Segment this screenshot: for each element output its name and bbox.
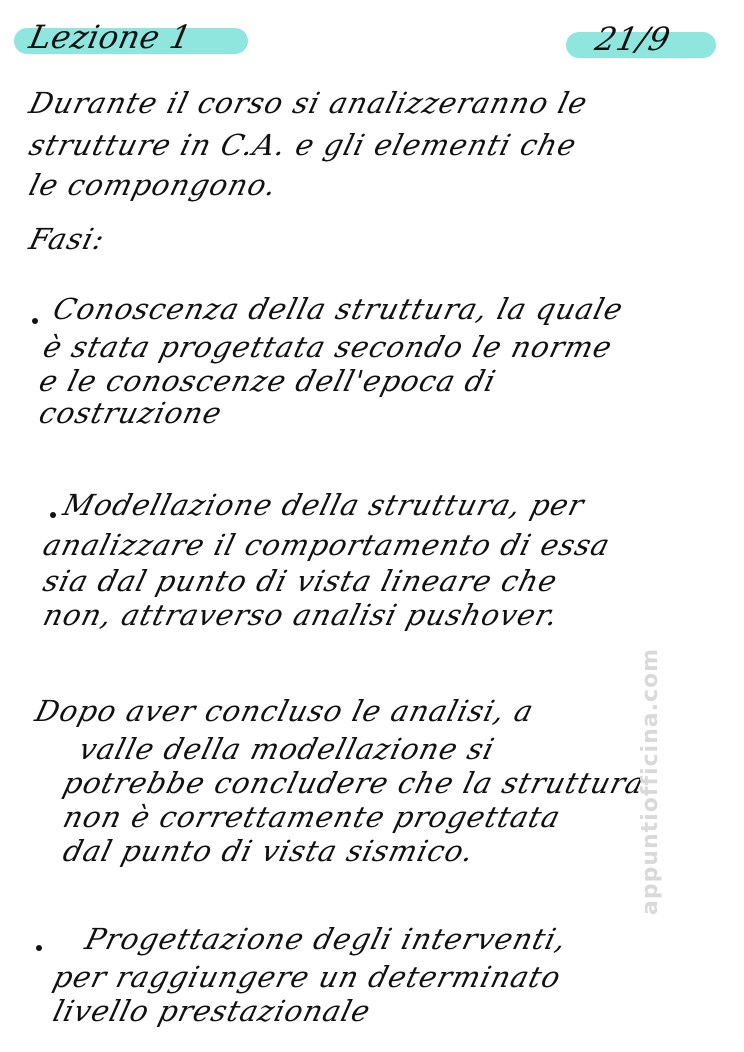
intro-line: strutture in C.A. e gli elementi che (25, 128, 581, 162)
bullet-line: è stata progettata secondo le norme (39, 330, 616, 364)
bullet-dot (32, 318, 38, 324)
paragraph-line: non è correttamente progettata (59, 800, 565, 834)
bullet-line: Progettazione degli interventi, (81, 922, 571, 956)
paragraph-line: Dopo aver concluso le analisi, a (31, 694, 538, 728)
bullet-line: analizzare il comportamento di essa (39, 528, 614, 562)
paragraph-line: dal punto di vista sismico. (59, 834, 478, 868)
watermark (590, 540, 670, 920)
bullet-line: e le conoscenze dell'epoca di (35, 364, 500, 398)
paragraph-line: valle della modellazione si (75, 732, 499, 766)
paragraph-line: potrebbe concludere che la struttura (59, 766, 649, 800)
fasi-label: Fasi: (25, 222, 109, 256)
bullet-line: costruzione (35, 396, 226, 430)
page-date: 21/9 (591, 20, 674, 58)
bullet-line: per raggiungere un determinato (49, 960, 565, 994)
bullet-line: livello prestazionale (49, 994, 375, 1028)
bullet-line: non, attraverso analisi pushover. (39, 598, 563, 632)
bullet-dot (50, 512, 56, 518)
bullet-line: Modellazione della struttura, per (59, 488, 589, 522)
intro-line: le compongono. (25, 168, 281, 202)
bullet-line: sia dal punto di vista lineare che (39, 564, 562, 598)
bullet-dot (36, 945, 42, 951)
watermark-text: appuntiofficina.com (638, 647, 663, 915)
bullet-line: Conoscenza della struttura, la quale (49, 292, 627, 326)
intro-line: Durante il corso si analizzeranno le (25, 86, 592, 120)
page-title: Lezione 1 (25, 18, 196, 56)
